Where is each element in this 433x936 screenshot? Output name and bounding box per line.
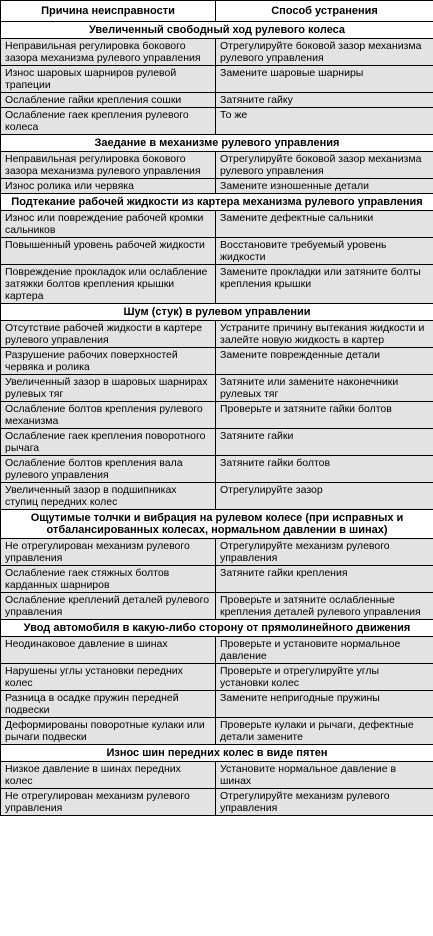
remedy-cell: Проверьте и установите нормальное давление — [216, 637, 433, 664]
cause-cell: Разрушение рабочих поверхностей червяка и ролика — [1, 348, 216, 375]
cause-cell: Увеличенный зазор в шаровых шарнирах рулевых тяг — [1, 375, 216, 402]
table-row — [1, 762, 433, 789]
cause-cell: Не отрегулирован механизм рулевого управления — [1, 539, 216, 566]
remedy-cell: Замените поврежденные детали — [216, 348, 433, 375]
cause-cell: Ослабление болтов крепления рулевого механизма — [1, 402, 216, 429]
table-row — [1, 483, 433, 510]
table-row — [1, 429, 433, 456]
table-row — [1, 348, 433, 375]
cause-cell: Ослабление гаек стяжных болтов карданных шарниров — [1, 566, 216, 593]
table-row — [1, 402, 433, 429]
remedy-cell: Затяните гайки — [216, 429, 433, 456]
remedy-cell: Отрегулируйте механизм рулевого управления — [216, 539, 433, 566]
cause-cell: Износ шаровых шарниров рулевой трапеции — [1, 66, 216, 93]
table-row — [1, 66, 433, 93]
cause-cell: Износ ролика или червяка — [1, 179, 216, 194]
table-row — [1, 691, 433, 718]
table-row — [1, 789, 433, 816]
cause-cell: Не отрегулирован механизм рулевого управления — [1, 789, 216, 816]
remedy-cell: Восстановите требуемый уровень жидкости — [216, 238, 433, 265]
cause-cell: Износ или повреждение рабочей кромки сальников — [1, 211, 216, 238]
remedy-cell: Отрегулируйте зазор — [216, 483, 433, 510]
cause-cell: Неправильная регулировка бокового зазора механизма рулевого управления — [1, 152, 216, 179]
section-title: Заедание в механизме рулевого управления — [1, 135, 433, 152]
cause-cell: Отсутствие рабочей жидкости в картере рулевого управления — [1, 321, 216, 348]
remedy-cell: Отрегулируйте механизм рулевого управления — [216, 789, 433, 816]
section-header-row — [1, 304, 433, 321]
remedy-cell: Затяните гайки крепления — [216, 566, 433, 593]
table-row — [1, 637, 433, 664]
section-header-row — [1, 510, 433, 539]
section-title: Ощутимые толчки и вибрация на рулевом колесе (при исправных и отбалансированных колесах, нормальном давлении в шинах) — [1, 510, 433, 539]
cause-cell: Неодинаковое давление в шинах — [1, 637, 216, 664]
remedy-cell: Отрегулируйте боковой зазор механизма рулевого управления — [216, 39, 433, 66]
section-title: Увод автомобиля в какую-либо сторону от прямолинейного движения — [1, 620, 433, 637]
table-row — [1, 179, 433, 194]
cause-cell: Повреждение прокладок или ослабление затяжки болтов крепления крышки картера — [1, 265, 216, 304]
section-header-row — [1, 194, 433, 211]
cause-cell: Ослабление гаек крепления поворотного рычага — [1, 429, 216, 456]
remedy-cell: Замените непригодные пружины — [216, 691, 433, 718]
cause-cell: Разница в осадке пружин передней подвески — [1, 691, 216, 718]
table-row — [1, 211, 433, 238]
cause-cell: Ослабление гайки крепления сошки — [1, 93, 216, 108]
cause-cell: Ослабление гаек крепления рулевого колеса — [1, 108, 216, 135]
remedy-cell: Замените дефектные сальники — [216, 211, 433, 238]
cause-cell: Неправильная регулировка бокового зазора механизма рулевого управления — [1, 39, 216, 66]
section-title: Увеличенный свободный ход рулевого колеса — [1, 22, 433, 39]
table-row — [1, 265, 433, 304]
remedy-cell: Установите нормальное давление в шинах — [216, 762, 433, 789]
remedy-cell: Проверьте и отрегулируйте углы установки колес — [216, 664, 433, 691]
remedy-cell: Замените прокладки или затяните болты крепления крышки — [216, 265, 433, 304]
section-title: Подтекание рабочей жидкости из картера механизма рулевого управления — [1, 194, 433, 211]
table-header-row — [1, 1, 433, 22]
table-row — [1, 39, 433, 66]
header-cause: Причина неисправности — [1, 1, 216, 22]
table-row — [1, 108, 433, 135]
cause-cell: Низкое давление в шинах передних колес — [1, 762, 216, 789]
remedy-cell: Замените шаровые шарниры — [216, 66, 433, 93]
table-row — [1, 238, 433, 265]
remedy-cell: То же — [216, 108, 433, 135]
remedy-cell: Затяните или замените наконечники рулевых тяг — [216, 375, 433, 402]
remedy-cell: Устраните причину вытекания жидкости и залейте новую жидкость в картер — [216, 321, 433, 348]
cause-cell: Деформированы поворотные кулаки или рычаги подвески — [1, 718, 216, 745]
table-row — [1, 93, 433, 108]
cause-cell: Нарушены углы установки передних колес — [1, 664, 216, 691]
remedy-cell: Проверьте и затяните ослабленные крепления деталей рулевого управления — [216, 593, 433, 620]
remedy-cell: Проверьте кулаки и рычаги, дефектные детали замените — [216, 718, 433, 745]
table-row — [1, 664, 433, 691]
remedy-cell: Затяните гайку — [216, 93, 433, 108]
section-header-row — [1, 745, 433, 762]
table-row — [1, 456, 433, 483]
remedy-cell: Затяните гайки болтов — [216, 456, 433, 483]
section-title: Износ шин передних колес в виде пятен — [1, 745, 433, 762]
table-row — [1, 539, 433, 566]
table-row — [1, 718, 433, 745]
table-body — [1, 22, 433, 816]
header-remedy: Способ устранения — [216, 1, 433, 22]
table-row — [1, 593, 433, 620]
cause-cell: Увеличенный зазор в подшипниках ступиц передних колес — [1, 483, 216, 510]
table-row — [1, 152, 433, 179]
table-row — [1, 375, 433, 402]
cause-cell: Ослабление болтов крепления вала рулевого управления — [1, 456, 216, 483]
remedy-cell: Замените изношенные детали — [216, 179, 433, 194]
section-header-row — [1, 620, 433, 637]
section-title: Шум (стук) в рулевом управлении — [1, 304, 433, 321]
remedy-cell: Проверьте и затяните гайки болтов — [216, 402, 433, 429]
cause-cell: Повышенный уровень рабочей жидкости — [1, 238, 216, 265]
table-row — [1, 566, 433, 593]
remedy-cell: Отрегулируйте боковой зазор механизма рулевого управления — [216, 152, 433, 179]
section-header-row — [1, 22, 433, 39]
cause-cell: Ослабление креплений деталей рулевого управления — [1, 593, 216, 620]
section-header-row — [1, 135, 433, 152]
table-row — [1, 321, 433, 348]
